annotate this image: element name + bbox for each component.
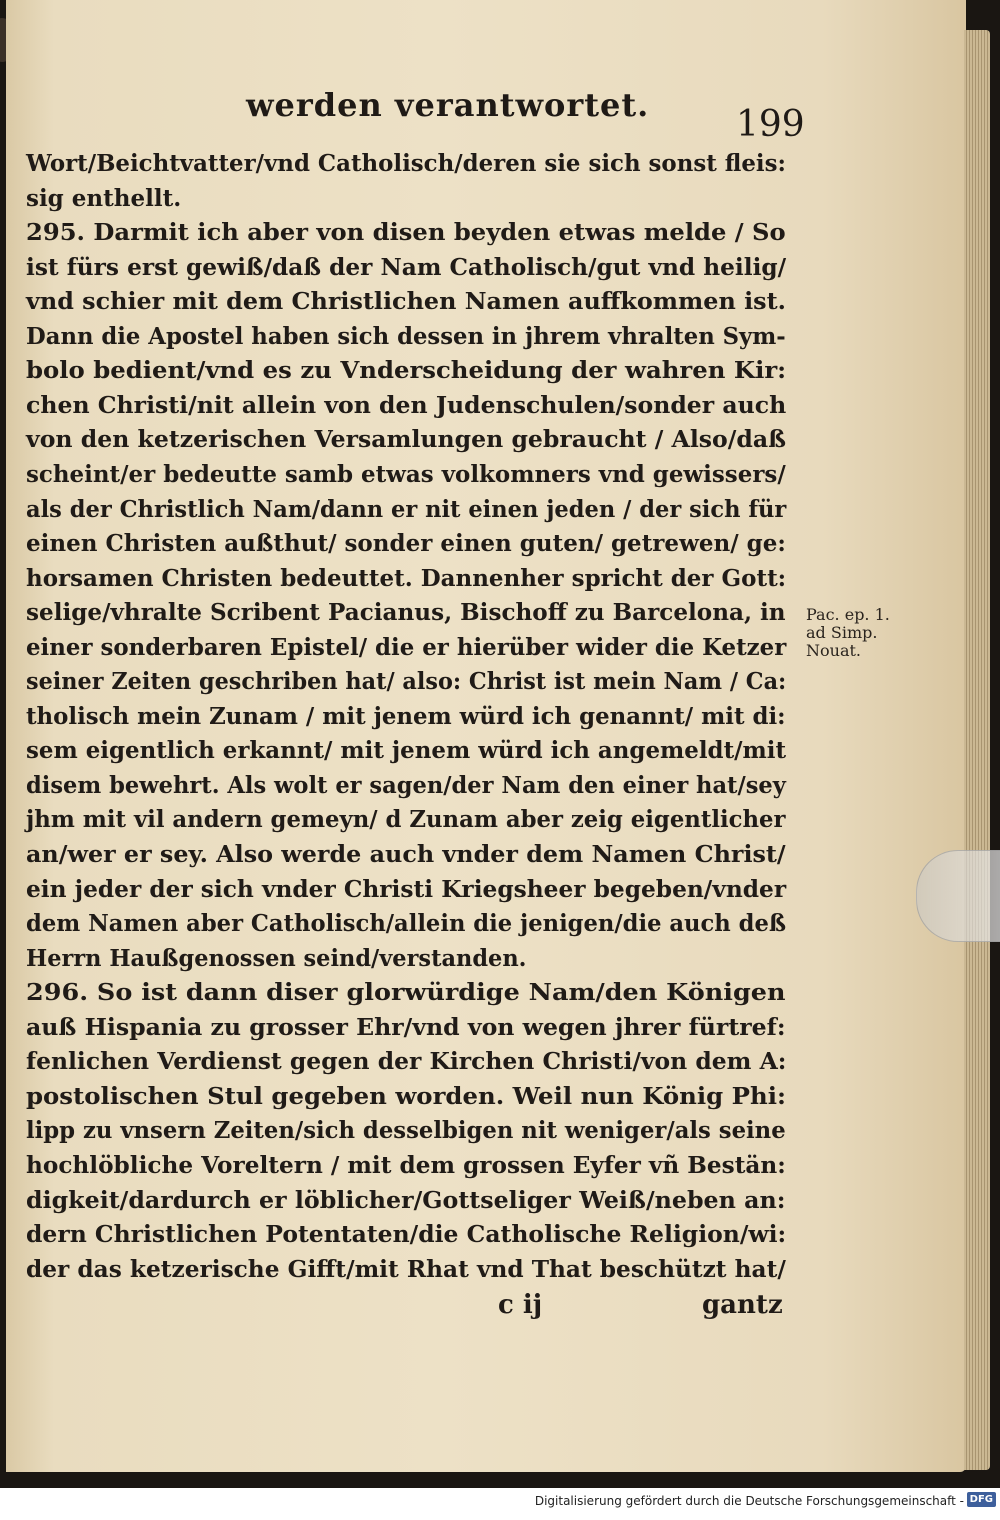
- marginal-note-line: Nouat.: [806, 641, 861, 660]
- text-line: Dann die Apostel haben sich dessen in jhrem vhralten Sym-: [26, 322, 786, 350]
- text-line: von den ketzerischen Versamlungen gebraucht / Also/daß: [26, 426, 786, 454]
- text-line: sig enthellt.: [26, 184, 182, 212]
- text-line: ein jeder der sich vnder Christi Kriegsheer begeben/vnder: [26, 875, 787, 903]
- text-line: chen Christi/nit allein von den Judenschulen/sonder auch: [26, 391, 787, 419]
- text-line: auß Hispania zu grosser Ehr/vnd von wegen jhrer fürtref:: [26, 1013, 786, 1041]
- text-line: sem eigentlich erkannt/ mit jenem würd ich angemeldt/mit: [26, 737, 787, 765]
- page-number: 199: [736, 104, 805, 145]
- text-line: seiner Zeiten geschriben hat/ also: Christ ist mein Nam / Ca:: [26, 668, 787, 696]
- marginal-note: [806, 606, 896, 660]
- text-line: ist fürs erst gewiß/daß der Nam Catholisch/gut vnd heilig/: [26, 253, 787, 281]
- running-head: werden verantwortet.: [246, 86, 650, 124]
- funding-credit: Digitalisierung gefördert durch die Deutsche Forschungsgemeinschaft -: [534, 1494, 964, 1508]
- text-line: Herrn Haußgenossen seind/verstanden.: [26, 944, 527, 972]
- text-line: fenlichen Verdienst gegen der Kirchen Christi/von dem A:: [26, 1048, 787, 1076]
- text-line: jhm mit vil andern gemeyn/ d Zunam aber zeig eigentlicher: [26, 806, 786, 834]
- page-clip: [916, 850, 1000, 942]
- text-line: an/wer er sey. Also werde auch vnder dem Namen Christ/: [26, 841, 786, 868]
- text-line: horsamen Christen bedeuttet. Dannenher spricht der Gott:: [26, 564, 787, 592]
- text-line: postolischen Stul gegeben worden. Weil nun König Phi:: [26, 1082, 786, 1110]
- text-line: bolo bedient/vnd es zu Vnderscheidung der wahren Kir:: [26, 357, 787, 385]
- text-line: einen Christen außthut/ sonder einen guten/ getrewen/ ge:: [26, 530, 786, 558]
- signature-mark: c ij: [498, 1290, 543, 1320]
- text-line: 296. So ist dann diser glorwürdige Nam/den Königen: [26, 979, 786, 1007]
- page-edges: [964, 30, 990, 1470]
- text-line: der das ketzerische Gifft/mit Rhat vnd That beschützt hat/: [26, 1255, 786, 1283]
- book-page: [6, 0, 966, 1472]
- text-line: dern Christlichen Potentaten/die Catholische Religion/wi:: [26, 1221, 787, 1249]
- text-line: dem Namen aber Catholisch/allein die jenigen/die auch deß: [26, 910, 787, 938]
- text-line: 295. Darmit ich aber von disen beyden etwas melde / So: [26, 219, 786, 247]
- text-line: scheint/er bedeutte samb etwas volkomners vnd gewissers/: [26, 460, 786, 488]
- dfg-logo: DFG: [967, 1492, 996, 1507]
- text-line: lipp zu vnsern Zeiten/sich desselbigen nit weniger/als seine: [26, 1117, 786, 1145]
- text-line: Wort/Beichtvatter/vnd Catholisch/deren sie sich sonst fleis:: [26, 150, 786, 177]
- text-line: selige/vhralte Scribent Pacianus, Bischoff zu Barcelona, in: [26, 599, 786, 627]
- marginal-note-line: ad Simp.: [806, 623, 878, 642]
- text-line: digkeit/dardurch er löblicher/Gottseliger Weiß/neben an:: [26, 1186, 786, 1214]
- text-line: als der Christlich Nam/dann er nit einen jeden / der sich für: [26, 495, 787, 523]
- text-line: disem bewehrt. Als wolt er sagen/der Nam den einer hat/sey: [26, 771, 786, 799]
- marginal-note-line: Pac. ep. 1.: [806, 605, 890, 624]
- text-line: einer sonderbaren Epistel/ die er hierüber wider die Ketzer: [26, 633, 787, 661]
- text-line: vnd schier mit dem Christlichen Namen auffkommen ist.: [26, 288, 786, 316]
- text-line: hochlöbliche Voreltern / mit dem grossen Eyfer vñ Bestän:: [26, 1151, 786, 1179]
- footer-bar: [0, 1488, 1000, 1520]
- text-line: tholisch mein Zunam / mit jenem würd ich genannt/ mit di:: [26, 702, 786, 730]
- catchword: gantz: [702, 1290, 783, 1320]
